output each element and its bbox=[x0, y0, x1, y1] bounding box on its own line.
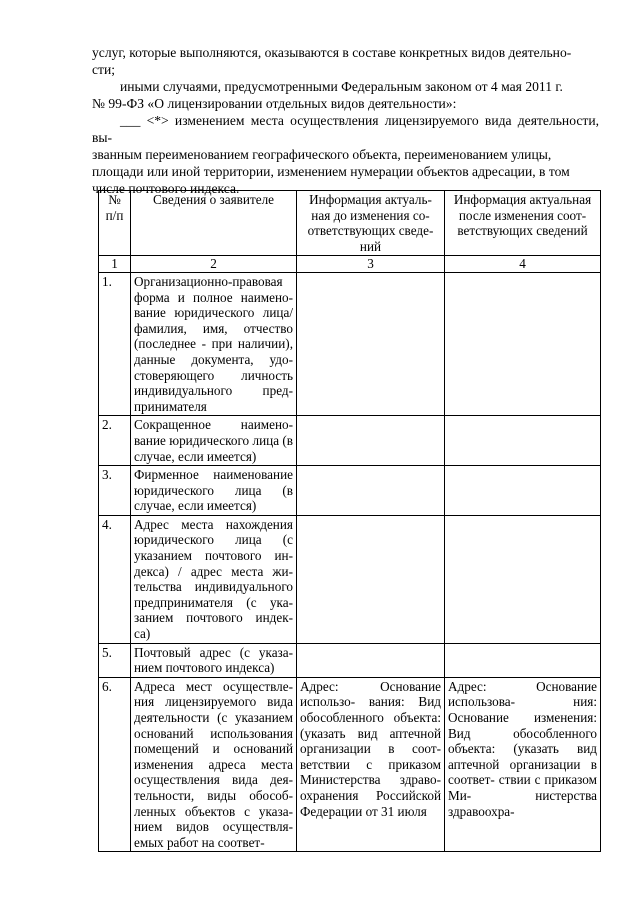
intro-line: услуг, которые выполняются, оказываются в составе конкретных видов деятельно- bbox=[92, 45, 572, 60]
header-before: Информация актуаль- ная до изменения со- ответствующих сведе- ний bbox=[297, 191, 445, 256]
row-number: 5. bbox=[99, 643, 131, 677]
intro-line: званным переименованием географического объекта, переименованием улицы, bbox=[92, 147, 552, 162]
intro-line: № 99-ФЗ «О лицензировании отдельных видов деятельности»: bbox=[92, 96, 457, 111]
row-after-cell[interactable] bbox=[445, 272, 601, 415]
column-number-row bbox=[99, 256, 601, 273]
row-number: 3. bbox=[99, 466, 131, 516]
row-before-cell[interactable] bbox=[297, 515, 445, 643]
column-number: 1 bbox=[99, 256, 131, 273]
row-before-cell[interactable] bbox=[297, 416, 445, 466]
row-number: 2. bbox=[99, 416, 131, 466]
intro-text bbox=[92, 44, 599, 197]
column-number: 4 bbox=[445, 256, 601, 273]
table-row bbox=[99, 466, 601, 516]
header-num: № п/п bbox=[99, 191, 131, 256]
table-row bbox=[99, 515, 601, 643]
table-row bbox=[99, 643, 601, 677]
row-after-cell[interactable] bbox=[445, 515, 601, 643]
table-row bbox=[99, 272, 601, 415]
row-label: Почтовый адрес (с указа- нием почтового индекса) bbox=[131, 643, 297, 677]
row-before-cell[interactable] bbox=[297, 643, 445, 677]
row-number: 6. bbox=[99, 677, 131, 852]
row-after-cell: Адрес: Основание использова- ния: Основание изменения: Вид обособленного объекта: (указать вид аптечной организации в соответ- ствии с приказом Ми- нистерства здравоохра- bbox=[445, 677, 601, 852]
row-before-cell: Адрес: Основание использо- вания: Вид обособленного объекта: (указать вид аптечной организации в соот- ветствии с приказом Министерства здраво- охранения Российской Федерации от 31 июля bbox=[297, 677, 445, 852]
table-header-row bbox=[99, 191, 601, 256]
row-label: Сокращенное наимено- вание юридического лица (в случае, если имеется) bbox=[131, 416, 297, 466]
table-row bbox=[99, 416, 601, 466]
row-after-cell[interactable] bbox=[445, 466, 601, 516]
row-label: Адрес места нахождения юридического лица (с указанием почтового ин- декса) / адрес места жи- тельства индивидуального предпринимателя (с ука- занием почтового индек- са) bbox=[131, 515, 297, 643]
intro-line: ___ <*> изменением места осуществления лицензируемого вида деятельности, вы- bbox=[92, 113, 599, 145]
row-label: Адреса мест осуществле- ния лицензируемого вида деятельности (с указанием оснований использования помещений и оснований изменения адреса места осуществления вида дея- тельности, виды обособ- ленных объектов с указа- нием видов осуществля- емых работ на соответ- bbox=[131, 677, 297, 852]
row-after-cell[interactable] bbox=[445, 643, 601, 677]
intro-line: сти; bbox=[92, 62, 116, 77]
table-row bbox=[99, 677, 601, 852]
row-label: Организационно-правовая форма и полное наимено- вание юридического лица/ фамилия, имя, отчество (последнее - при наличии), данные документа, удо- стоверяющего личность индивидуального пред- принимателя bbox=[131, 272, 297, 415]
column-number: 2 bbox=[131, 256, 297, 273]
row-number: 4. bbox=[99, 515, 131, 643]
applicant-info-table bbox=[98, 190, 601, 852]
header-applicant: Сведения о заявителе bbox=[131, 191, 297, 256]
intro-line: площади или иной территории, изменением нумерации объектов адресации, в том bbox=[92, 164, 570, 179]
intro-line: числе почтового индекса. bbox=[92, 181, 240, 196]
row-before-cell[interactable] bbox=[297, 272, 445, 415]
column-number: 3 bbox=[297, 256, 445, 273]
row-number: 1. bbox=[99, 272, 131, 415]
intro-line: иными случаями, предусмотренными Федеральным законом от 4 мая 2011 г. bbox=[120, 79, 563, 94]
row-label: Фирменное наименование юридического лица (в случае, если имеется) bbox=[131, 466, 297, 516]
row-after-cell[interactable] bbox=[445, 416, 601, 466]
header-after: Информация актуальная после изменения соот- ветствующих сведений bbox=[445, 191, 601, 256]
row-before-cell[interactable] bbox=[297, 466, 445, 516]
